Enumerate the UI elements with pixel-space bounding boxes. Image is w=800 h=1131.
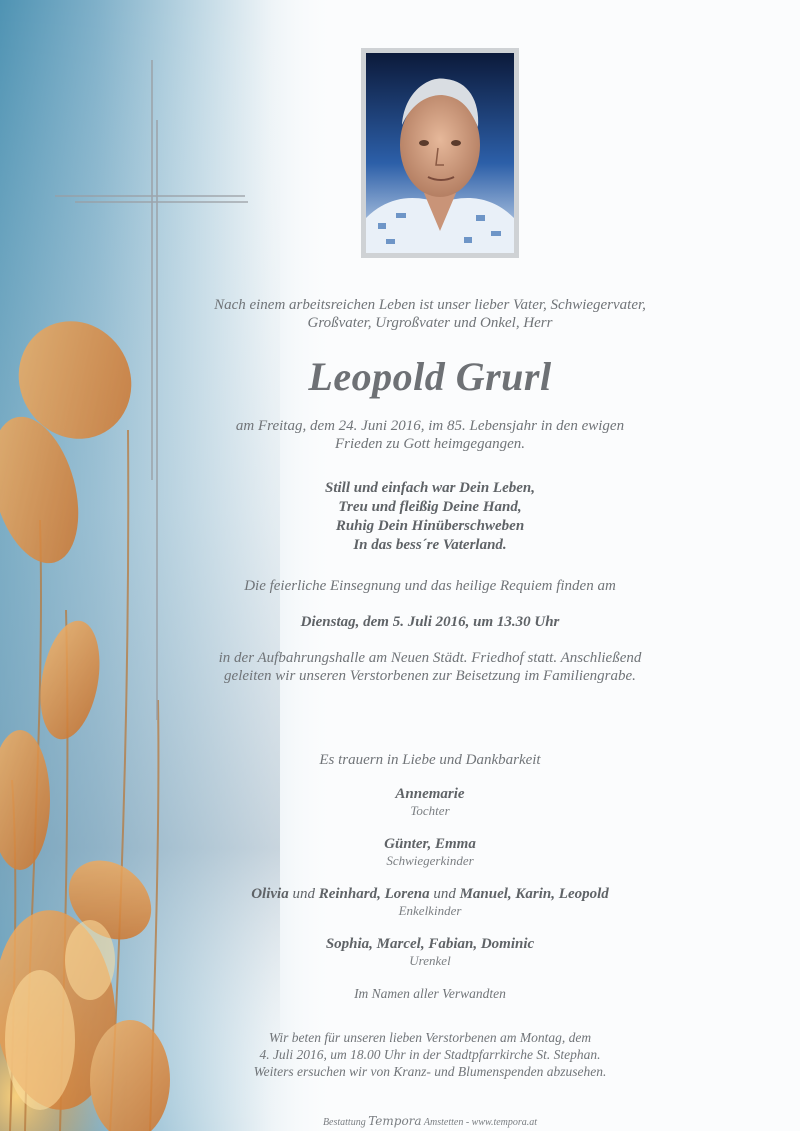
passing-text — [170, 417, 690, 453]
footer-brand-logo: Tempora — [368, 1114, 422, 1128]
mourner-names — [170, 885, 690, 903]
ceremony-intro: Die feierliche Einsegnung und das heilige Requiem finden am — [244, 578, 616, 594]
poem-line: Still und einfach war Dein Leben, — [324, 480, 536, 496]
deceased-name: Leopold Grurl — [308, 354, 552, 399]
footer-suffix: Amstetten - www.tempora.at — [423, 1117, 538, 1128]
mass-notice — [170, 1029, 690, 1080]
portrait-frame — [361, 48, 519, 258]
intro-line-2: Großvater, Urgroßvater und Onkel, Herr — [307, 315, 553, 331]
mourner-names: Günter, Emma — [384, 836, 476, 852]
poem-line: Ruhig Dein Hinüberschweben — [335, 518, 525, 534]
ceremony-place — [170, 649, 690, 685]
mass-line-3: Weiters ersuchen wir von Kranz- und Blumenspenden abzusehen. — [253, 1064, 607, 1079]
ceremony-place-line-1: in der Aufbahrungshalle am Neuen Städt. Friedhof statt. Anschließend — [218, 650, 642, 666]
intro-text — [170, 296, 690, 332]
footer-prefix: Bestattung — [322, 1117, 366, 1128]
conjunction: und — [433, 886, 456, 902]
mourners-intro: Es trauern in Liebe und Dankbarkeit — [319, 752, 541, 768]
poem-line: Treu und fleißig Deine Hand, — [338, 499, 522, 515]
ceremony-place-line-2: geleiten wir unseren Verstorbenen zur Beisetzung im Familiengrabe. — [224, 668, 636, 684]
mass-line-1: Wir beten für unseren lieben Verstorbenen am Montag, dem — [268, 1030, 592, 1045]
mourner-relation: Schwiegerkinder — [386, 853, 474, 868]
mass-line-2: 4. Juli 2016, um 18.00 Uhr in der Stadtpfarrkirche St. Stephan. — [259, 1047, 601, 1062]
footer-credit — [170, 1114, 690, 1128]
portrait-photo — [366, 53, 514, 253]
mourner-great-grandchildren — [170, 935, 690, 969]
obituary-text — [170, 296, 690, 1128]
mourner-names: Annemarie — [395, 786, 465, 802]
mourner-relation: Enkelkinder — [398, 903, 462, 918]
poem — [170, 479, 690, 555]
mourner-names: Sophia, Marcel, Fabian, Dominic — [325, 936, 535, 952]
grandchild-name: Reinhard, Lorena — [318, 886, 430, 902]
mourner-grandchildren — [170, 885, 690, 919]
conjunction: und — [292, 886, 315, 902]
mourner-relation: Tochter — [410, 803, 450, 818]
intro-line-1: Nach einem arbeitsreichen Leben ist unser lieber Vater, Schwiegervater, — [214, 297, 646, 313]
mourner-in-laws — [170, 835, 690, 869]
ceremony-date: Dienstag, dem 5. Juli 2016, um 13.30 Uhr — [300, 614, 560, 630]
grandchild-name: Manuel, Karin, Leopold — [459, 886, 609, 902]
poem-line: In das bess´re Vaterland. — [353, 537, 507, 553]
grandchild-name: Olivia — [251, 886, 289, 902]
mourner-daughter — [170, 785, 690, 819]
relatives-note: Im Namen aller Verwandten — [354, 986, 506, 1001]
passing-line-1: am Freitag, dem 24. Juni 2016, im 85. Lebensjahr in den ewigen — [235, 418, 625, 434]
passing-line-2: Frieden zu Gott heimgegangen. — [335, 436, 525, 452]
mourner-relation: Urenkel — [409, 953, 451, 968]
